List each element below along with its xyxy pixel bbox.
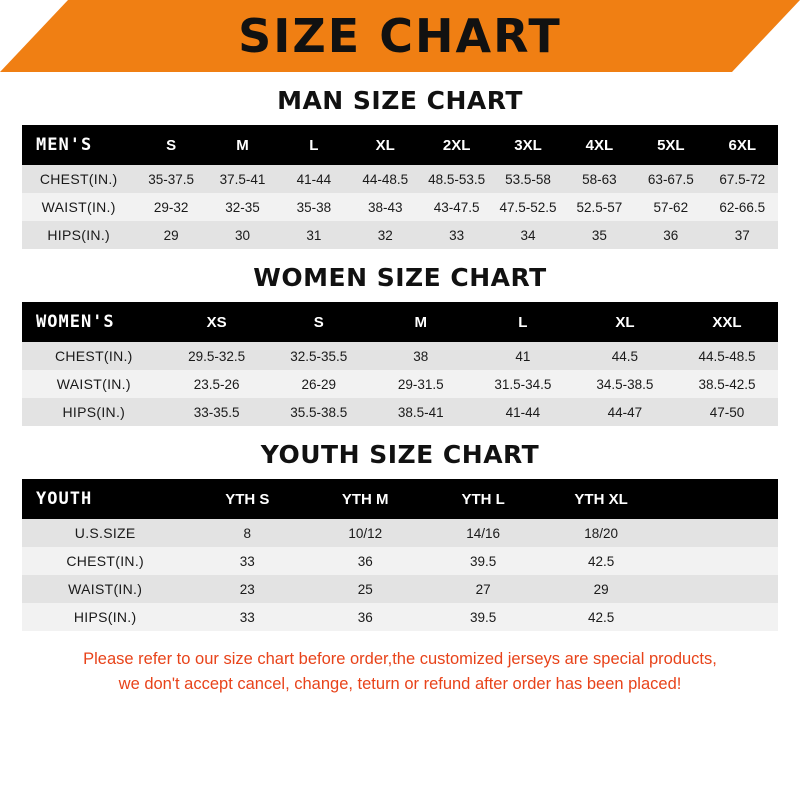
women-header-label: WOMEN'S [22, 302, 166, 342]
cell: 39.5 [470, 553, 497, 569]
cell-spacer [660, 547, 778, 575]
cell: 8 [243, 525, 252, 541]
row-label: WAIST(IN.) [41, 199, 116, 215]
cell: 14/16 [466, 525, 501, 541]
row-label: WAIST(IN.) [56, 376, 131, 392]
cell: 27 [475, 581, 491, 597]
cell-spacer [660, 575, 778, 603]
cell: 44.5 [611, 348, 639, 364]
table-row [22, 370, 778, 398]
men-section-title: MAN SIZE CHART [277, 86, 523, 115]
row-label: HIPS(IN.) [62, 404, 126, 420]
cell: 33 [239, 609, 255, 625]
column-header: 4XL [564, 125, 635, 165]
table-row [22, 603, 778, 631]
cell: 36 [357, 553, 373, 569]
footer-line-1: Please refer to our size chart before order,the customized jerseys are special products, [83, 650, 717, 668]
men-size-table [22, 125, 778, 249]
column-header: YTH M [306, 479, 424, 519]
column-header: XS [166, 302, 268, 342]
cell: 37 [734, 227, 750, 243]
youth-header-label: YOUTH [22, 479, 188, 519]
cell: 18/20 [584, 525, 618, 541]
cell: 42.5 [587, 553, 615, 569]
cell: 31 [306, 227, 322, 243]
cell: 29-32 [153, 199, 189, 215]
table-row [22, 575, 778, 603]
cell: 29 [163, 227, 179, 243]
column-header: XXL [676, 302, 778, 342]
row-label: U.S.SIZE [74, 525, 136, 541]
cell: 33-35.5 [193, 404, 240, 420]
cell: 30 [234, 227, 250, 243]
column-header: L [278, 125, 349, 165]
cell: 29-31.5 [397, 376, 444, 392]
column-header: L [472, 302, 574, 342]
column-header: S [135, 125, 206, 165]
column-header: M [207, 125, 278, 165]
table-row [22, 519, 778, 547]
youth-size-table [22, 479, 778, 631]
men-header-label: MEN'S [22, 125, 135, 165]
cell: 38.5-41 [397, 404, 444, 420]
youth-section-title: YOUTH SIZE CHART [260, 440, 540, 469]
cell: 33 [239, 553, 255, 569]
table-row [22, 398, 778, 426]
women-size-table [22, 302, 778, 426]
column-header: 3XL [492, 125, 563, 165]
header-banner [0, 0, 800, 72]
table-row [22, 193, 778, 221]
cell: 41-44 [296, 171, 332, 187]
chart-content [0, 86, 800, 697]
cell: 57-62 [653, 199, 689, 215]
footer-line-2: we don't accept cancel, change, teturn or refund after order has been placed! [118, 674, 682, 693]
column-header: YTH XL [542, 479, 660, 519]
cell-spacer [660, 519, 778, 547]
table-header-row [22, 302, 778, 342]
cell: 29 [593, 581, 609, 597]
column-header: YTH S [188, 479, 306, 519]
table-row [22, 547, 778, 575]
row-label: HIPS(IN.) [73, 609, 137, 625]
cell: 47.5-52.5 [499, 199, 557, 215]
cell: 38-43 [367, 199, 403, 215]
cell: 35 [591, 227, 607, 243]
cell: 39.5 [470, 609, 497, 625]
cell: 44.5-48.5 [698, 348, 756, 364]
cell: 47-50 [709, 404, 745, 420]
banner-left-wedge [0, 0, 120, 72]
table-row [22, 221, 778, 249]
row-label: CHEST(IN.) [66, 553, 144, 569]
table-header-row [22, 479, 778, 519]
cell: 25 [357, 581, 373, 597]
cell: 44-47 [607, 404, 643, 420]
cell: 32.5-35.5 [290, 348, 348, 364]
cell: 10/12 [348, 525, 383, 541]
cell: 34.5-38.5 [596, 376, 654, 392]
cell: 23.5-26 [193, 376, 240, 392]
cell: 67.5-72 [719, 171, 766, 187]
cell: 32 [377, 227, 393, 243]
table-row [22, 165, 778, 193]
cell: 32-35 [225, 199, 260, 215]
row-label: CHEST(IN.) [39, 171, 118, 187]
cell: 35-38 [296, 199, 332, 215]
row-label: CHEST(IN.) [54, 348, 133, 364]
cell: 58-63 [582, 171, 617, 187]
column-header: M [370, 302, 472, 342]
women-section-title: WOMEN SIZE CHART [253, 263, 547, 292]
cell: 38 [413, 348, 429, 364]
column-header: 6XL [707, 125, 778, 165]
cell: 35-37.5 [148, 171, 194, 187]
footer-note [22, 647, 778, 697]
cell: 63-67.5 [647, 171, 694, 187]
cell: 41-44 [505, 404, 541, 420]
cell: 62-66.5 [719, 199, 766, 215]
column-header: XL [574, 302, 676, 342]
cell: 36 [663, 227, 679, 243]
cell: 33 [449, 227, 465, 243]
row-label: HIPS(IN.) [47, 227, 110, 243]
cell: 37.5-41 [219, 171, 266, 187]
column-header: 5XL [635, 125, 706, 165]
column-header: S [268, 302, 370, 342]
banner-right-wedge [680, 0, 800, 72]
cell: 44-48.5 [362, 171, 409, 187]
cell: 31.5-34.5 [494, 376, 552, 392]
cell: 29.5-32.5 [188, 348, 246, 364]
table-header-row [22, 125, 778, 165]
cell: 53.5-58 [505, 171, 551, 187]
cell-spacer [660, 603, 778, 631]
column-header: 2XL [421, 125, 492, 165]
cell: 34 [520, 227, 536, 243]
page-title: SIZE CHART [238, 9, 562, 63]
cell: 35.5-38.5 [290, 404, 348, 420]
cell: 23 [239, 581, 255, 597]
column-header: XL [350, 125, 421, 165]
row-label: WAIST(IN.) [68, 581, 143, 597]
cell: 43-47.5 [433, 199, 480, 215]
cell: 42.5 [587, 609, 615, 625]
cell: 36 [357, 609, 373, 625]
column-header: YTH L [424, 479, 542, 519]
cell: 41 [515, 348, 531, 364]
cell: 38.5-42.5 [698, 376, 756, 392]
table-row [22, 342, 778, 370]
cell: 48.5-53.5 [428, 171, 486, 187]
cell: 52.5-57 [576, 199, 623, 215]
column-header-spacer [660, 479, 778, 519]
cell: 26-29 [301, 376, 336, 392]
